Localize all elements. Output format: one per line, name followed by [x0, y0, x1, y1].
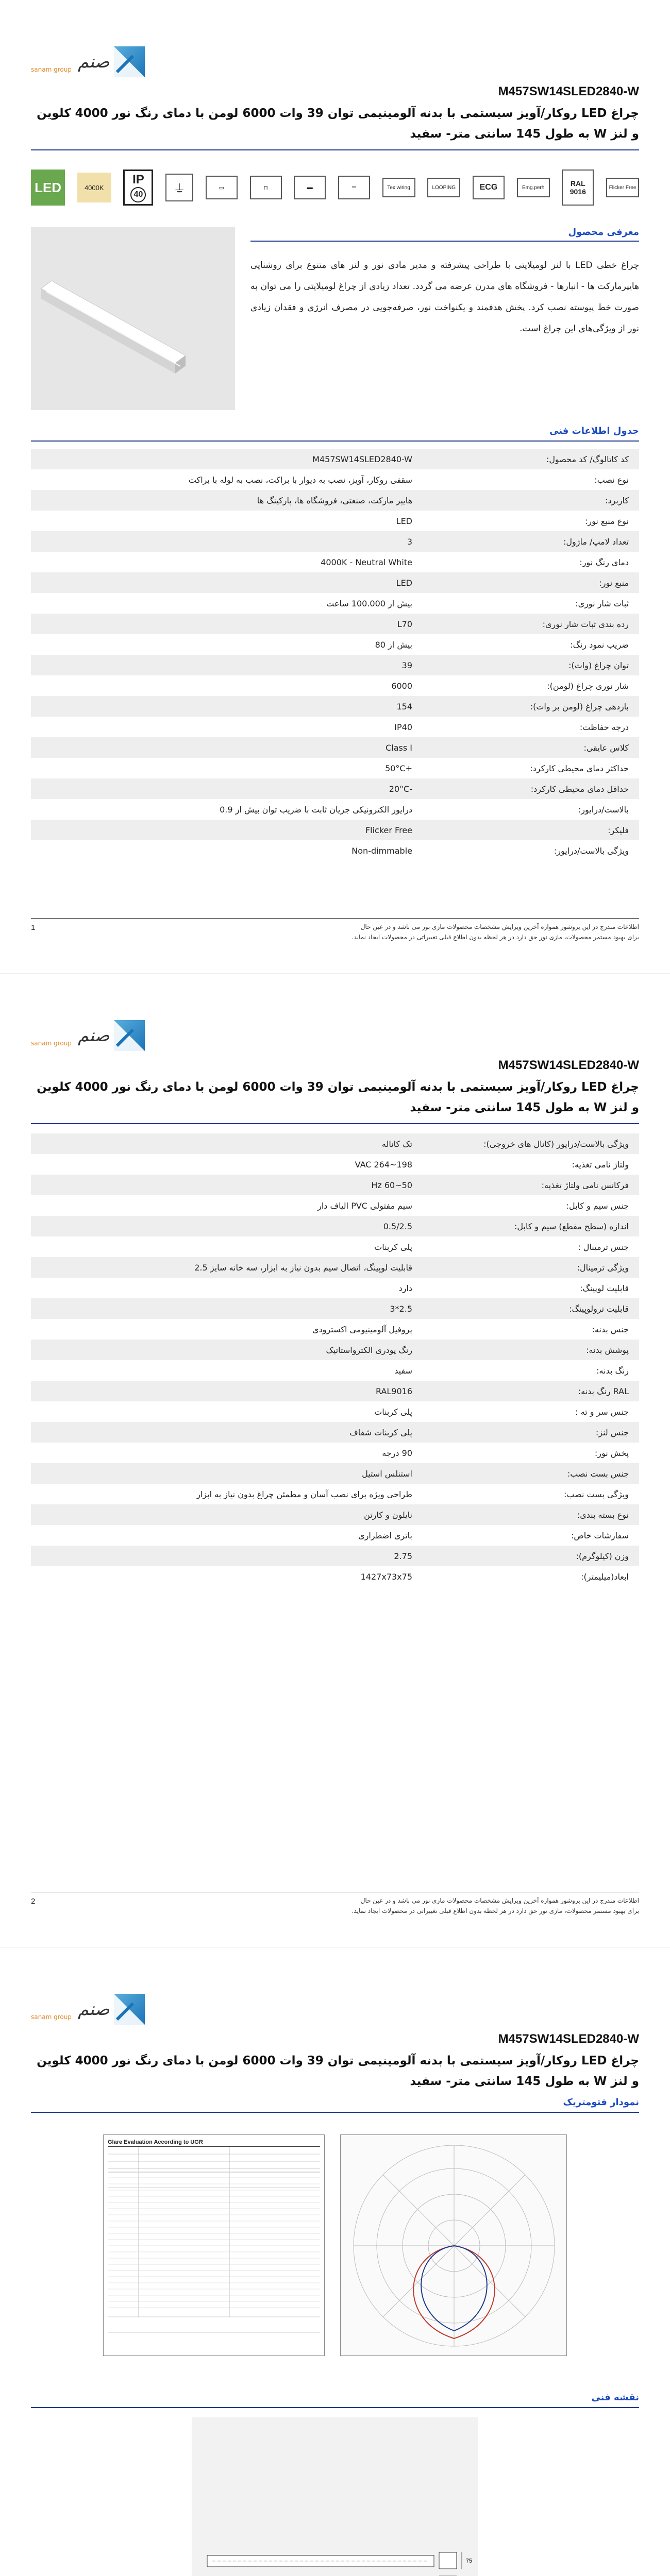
wall-bracket-icon: ▬ — [294, 176, 326, 199]
spec-label: درجه حفاظت: — [579, 722, 629, 732]
logo-mark-icon — [114, 46, 145, 77]
drawing-divider — [31, 2407, 639, 2408]
dimension-drawing — [192, 2417, 478, 2576]
title-divider — [31, 1123, 639, 1124]
spec-row — [31, 1154, 639, 1175]
brand-name: صنم — [77, 1025, 110, 1046]
suspended-mount-icon: ⊓ — [250, 176, 282, 199]
product-title: چراغ LED روکار/آویز سیستمی با بدنه آلومینیمی توان 39 وات 6000 لومن با دمای رنگ نور 4000 کلوین و لنز W به طول 145 سانتی متر- سفید — [37, 107, 639, 141]
spec-label: جنس لنز: — [423, 1422, 639, 1443]
header — [0, 0, 670, 77]
spec-label: وزن (کیلوگرم): — [423, 1546, 639, 1566]
spec-value: 39 — [31, 655, 423, 675]
spec-label: حداکثر دمای محیطی کارکرد: — [530, 763, 629, 773]
ral-icon: RAL 9016 — [562, 170, 594, 206]
spec-value: تک کاناله — [31, 1133, 423, 1154]
brand-subtitle: sanam group — [31, 2013, 72, 2021]
spec-row — [31, 675, 639, 696]
spec-label: کلاس عایقی: — [423, 737, 639, 758]
ip-rating-icon: IP 40 — [123, 170, 153, 206]
feature-icons — [0, 167, 670, 208]
brand-logo — [31, 1020, 145, 1051]
page-1 — [0, 0, 670, 974]
spec-row — [31, 1443, 639, 1463]
spec-row — [31, 1381, 639, 1401]
spec-value: پلی کربنات — [374, 1242, 412, 1252]
spec-row — [31, 840, 639, 861]
tex-wiring-icon: Tex wiring — [382, 178, 415, 197]
logo-mark-icon — [114, 1994, 145, 2025]
spec-value: بیش از 100.000 ساعت — [326, 598, 412, 608]
spec-row — [31, 469, 639, 490]
spec-label: کد کاتالوگ/ کد محصول: — [423, 449, 639, 469]
spec-label: جنس ترمینال : — [578, 1242, 629, 1252]
spec-row — [31, 1360, 639, 1381]
spec-value: 3 — [31, 531, 423, 552]
spec-value: سیم مفتولی PVC الیاف دار — [317, 1200, 412, 1211]
spec-value: رنگ پودری الکترواستاتیک — [31, 1340, 423, 1360]
page-footer — [31, 1892, 639, 1916]
spec-label: پخش نور: — [594, 1448, 629, 1458]
spec-table-title: جدول اطلاعات فنی — [549, 426, 639, 436]
spec-value: 4000K - Neutral White — [321, 557, 412, 567]
spec-value: طراحی ویژه برای نصب آسان و مطمئن چراغ بدون نیاز به ابزار — [196, 1489, 412, 1499]
spec-value: RAL9016 — [31, 1381, 423, 1401]
footer-note-1: اطلاعات مندرج در این بروشور همواره آخرین ویرایش مشخصات محصولات مازی نور می باشد و در عین حال — [360, 923, 639, 930]
drawing-title: نقشه فنی — [591, 2392, 639, 2403]
spec-value: 2.75 — [31, 1546, 423, 1566]
spec-label: تعداد لامپ/ ماژول: — [423, 531, 639, 552]
spec-value: Non-dimmable — [351, 845, 412, 856]
spec-label: نوع منبع نور: — [584, 516, 629, 526]
spec-value: 198~264 VAC — [355, 1159, 412, 1170]
spec-value: M457SW14SLED2840-W — [31, 449, 423, 469]
technical-drawing — [192, 2417, 478, 2576]
spec-table-page-2 — [31, 1133, 639, 1587]
spec-row — [31, 1278, 639, 1298]
spec-label: فلیکر: — [423, 820, 639, 840]
page-3 — [0, 1947, 670, 2576]
spec-value: پروفیل آلومینیومی اکسترودی — [312, 1324, 412, 1334]
intro-divider — [250, 241, 639, 242]
spec-value: Flicker Free — [31, 820, 423, 840]
spec-value: پلی کربنات — [374, 1406, 412, 1417]
spec-label: ولتاژ نامی تغذیه: — [572, 1159, 629, 1170]
spec-row — [31, 1298, 639, 1319]
intro-text: چراغ خطی LED با لنز لومیلایتی با طراحی پیشرفته و مدیر مادی نور و لنز های متنوع برای روشنایی هایپرمارکت ها - انبارها - فروشگاه های مدرن عرضه می گردد. تعداد زیادی از چراغ لومیلایتی را می توان به صورت خط پیوسته نصب کرد. پخش هدفمند و یکنواخت نور، صرفه‌جویی در مصرف انرژی و فقدان زیادی نور از ویژگی‌های این چراغ است. — [250, 260, 640, 334]
spec-label: شار نوری چراغ (لومن): — [547, 681, 629, 691]
spec-row — [31, 1546, 639, 1566]
ugr-table — [103, 2134, 325, 2356]
spec-row — [31, 758, 639, 778]
spec-row — [31, 531, 639, 552]
polar-plot — [341, 2135, 567, 2357]
spec-value: سفید — [394, 1365, 412, 1376]
spec-label: کاربرد: — [423, 490, 639, 511]
spec-row — [31, 1133, 639, 1154]
footer-note-2: برای بهبود مستمر محصولات، مازی نور حق دارد در هر لحظه بدون اطلاع قبلی تغییراتی در محصولات ایجاد نماید. — [351, 934, 639, 941]
spec-row — [31, 799, 639, 820]
page-footer — [31, 918, 639, 942]
spec-label: توان چراغ (وات): — [423, 655, 639, 675]
emergency-icon: Emg.perh — [517, 178, 550, 197]
spec-row — [31, 572, 639, 593]
spec-label: ویژگی بالاست/درایور: — [554, 845, 629, 856]
spec-value: درایور الکترونیکی جریان ثابت با ضریب توان بیش از 0.9 — [220, 804, 412, 815]
spec-value: LED — [396, 516, 412, 526]
spec-label: ابعاد(میلیمتر): — [581, 1571, 629, 1582]
logo-mark-icon — [114, 1020, 145, 1051]
intro-block — [250, 227, 639, 410]
spec-value: دارد — [398, 1283, 412, 1293]
brand-name: صنم — [77, 52, 110, 72]
page-2 — [0, 974, 670, 1947]
brand-logo — [31, 46, 145, 77]
product-code: M457SW14SLED2840-W — [498, 1058, 639, 1072]
spec-label: رده بندی ثبات شار نوری: — [423, 614, 639, 634]
spec-row — [31, 717, 639, 737]
spec-label: حداقل دمای محیطی کارکرد: — [423, 778, 639, 799]
spec-label: منبع نور: — [423, 572, 639, 593]
spec-row — [31, 614, 639, 634]
height-dimension: 75 — [465, 2558, 473, 2564]
spec-value: 2.5*3 — [31, 1298, 423, 1319]
spec-value: 1427x73x75 — [360, 1571, 412, 1582]
footer-note-2: برای بهبود مستمر محصولات، مازی نور حق دارد در هر لحظه بدون اطلاع قبلی تغییراتی در محصولات ایجاد نماید. — [351, 1907, 639, 1914]
spec-row — [31, 1484, 639, 1504]
spec-value: باتری اضطراری — [358, 1530, 412, 1540]
spec-label: رنگ بدنه: — [596, 1365, 629, 1376]
spec-value: 90 درجه — [382, 1448, 412, 1458]
intro-heading: معرفی محصول — [568, 227, 639, 238]
header — [0, 1947, 670, 2025]
brand-subtitle: sanam group — [31, 1040, 72, 1047]
ground-class-icon: ⏚ — [165, 174, 193, 201]
spec-label: بازدهی چراغ (لومن بر وات): — [423, 696, 639, 717]
spec-label: جنس سر و ته : — [575, 1406, 629, 1417]
spec-value: هایپر مارکت، صنعتی، فروشگاه ها، پارکینگ ها — [31, 490, 423, 511]
spec-label: دمای رنگ نور: — [579, 557, 629, 567]
spec-row — [31, 1236, 639, 1257]
ugr-title: Glare Evaluation According to UGR — [108, 2139, 320, 2147]
spec-value: IP40 — [394, 722, 412, 732]
spec-value: -20°C — [31, 778, 423, 799]
spec-row — [31, 1401, 639, 1422]
product-intro — [0, 227, 670, 410]
spec-value: 0.5/2.5 — [31, 1216, 423, 1236]
spec-row — [31, 511, 639, 531]
spec-label: RAL رنگ بدنه: — [423, 1381, 639, 1401]
spec-row — [31, 1504, 639, 1525]
spec-label: نوع بسته بندی: — [423, 1504, 639, 1525]
spec-row — [31, 1422, 639, 1443]
spec-row — [31, 1216, 639, 1236]
spec-label: ثبات شار نوری: — [575, 598, 629, 608]
photometric-charts — [0, 2134, 670, 2356]
polar-diagram — [340, 2134, 567, 2356]
spec-value: استنلس استیل — [31, 1463, 423, 1484]
photometric-title: نمودار فتومتریک — [563, 2097, 639, 2108]
cct-icon: 4000K — [77, 173, 111, 202]
spec-label: ضریب نمود رنگ: — [570, 639, 629, 650]
spec-label: ویژگی ترمینال: — [423, 1257, 639, 1278]
flicker-free-icon: Flicker Free — [606, 178, 639, 197]
spec-row — [31, 1463, 639, 1484]
led-icon: LED — [31, 170, 65, 206]
spec-label: ویژگی بالاست/درایور (کانال های خروجی): — [423, 1133, 639, 1154]
spec-value: بیش از 80 — [375, 639, 412, 650]
spec-table-page-1 — [31, 449, 639, 861]
brand-subtitle: sanam group — [31, 66, 72, 73]
spec-row — [31, 1340, 639, 1360]
spec-value: قابلیت لوپینگ، اتصال سیم بدون نیاز به ابزار، سه خانه سایز 2.5 — [31, 1257, 423, 1278]
spec-label: قابلیت ترولوپینگ: — [423, 1298, 639, 1319]
spec-label: اندازه (سطح مقطع) سیم و کابل: — [423, 1216, 639, 1236]
spec-row — [31, 737, 639, 758]
spec-value: 154 — [31, 696, 423, 717]
spec-label: بالاست/درایور: — [578, 804, 629, 815]
photometric-divider — [31, 2112, 639, 2113]
footer-note-1: اطلاعات مندرج در این بروشور همواره آخرین ویرایش مشخصات محصولات مازی نور می باشد و در عین حال — [360, 1897, 639, 1904]
spec-row — [31, 1566, 639, 1587]
spec-row — [31, 490, 639, 511]
brand-name: صنم — [77, 1999, 110, 2020]
page-number: 2 — [31, 1897, 36, 1906]
spec-divider — [31, 440, 639, 442]
spec-row — [31, 1319, 639, 1340]
page-number: 1 — [31, 923, 36, 932]
spec-row — [31, 1525, 639, 1546]
product-title: چراغ LED روکار/آویز سیستمی با بدنه آلومینیمی توان 39 وات 6000 لومن با دمای رنگ نور 4000 کلوین و لنز W به طول 145 سانتی متر- سفید — [37, 1080, 639, 1114]
spec-row — [31, 552, 639, 572]
spec-label: فرکانس نامی ولتاژ تغذیه: — [423, 1175, 639, 1195]
ecg-icon: ECG — [473, 176, 505, 199]
spec-label: نوع نصب: — [594, 474, 629, 485]
product-title: چراغ LED روکار/آویز سیستمی با بدنه آلومینیمی توان 39 وات 6000 لومن با دمای رنگ نور 4000 کلوین و لنز W به طول 145 سانتی متر- سفید — [37, 2054, 639, 2088]
spec-label: پوشش بدنه: — [423, 1340, 639, 1360]
footer-rule — [31, 918, 639, 919]
spec-value: Class I — [31, 737, 423, 758]
spec-row — [31, 1175, 639, 1195]
spec-row — [31, 449, 639, 469]
spec-row — [31, 820, 639, 840]
surface-mount-icon: ▭ — [206, 176, 238, 199]
spec-value: +50°C — [385, 763, 412, 773]
spec-label: قابلیت لوپینگ: — [580, 1283, 629, 1293]
spec-value: پلی کربنات شفاف — [31, 1422, 423, 1443]
spec-value: 50~60 Hz — [31, 1175, 423, 1195]
product-code: M457SW14SLED2840-W — [498, 84, 639, 98]
ugr-grid — [108, 2147, 320, 2351]
pipe-bracket-icon: ═ — [338, 176, 370, 199]
brand-logo — [31, 1994, 145, 2025]
title-divider — [31, 149, 639, 150]
spec-row — [31, 1195, 639, 1216]
spec-label: سفارشات خاص: — [571, 1530, 629, 1540]
spec-label: جنس بدنه: — [592, 1324, 629, 1334]
spec-row — [31, 593, 639, 614]
spec-value: سقفی روکار، آویز، نصب به دیوار با براکت، نصب به لوله با براکت — [188, 474, 412, 485]
spec-row — [31, 778, 639, 799]
product-photo — [31, 227, 235, 410]
spec-row — [31, 655, 639, 675]
product-code: M457SW14SLED2840-W — [498, 2032, 639, 2046]
looping-icon: LOOPING — [427, 178, 460, 197]
spec-row — [31, 1257, 639, 1278]
header — [0, 974, 670, 1051]
spec-row — [31, 696, 639, 717]
spec-row — [31, 634, 639, 655]
spec-value: نایلون و کارتن — [31, 1504, 423, 1525]
spec-label: ویژگی بست نصب: — [564, 1489, 629, 1499]
spec-value: 6000 — [391, 681, 412, 691]
spec-label: جنس سیم و کابل: — [566, 1200, 629, 1211]
spec-value: L70 — [31, 614, 423, 634]
luminaire-image — [31, 227, 235, 410]
spec-label: جنس بست نصب: — [423, 1463, 639, 1484]
spec-value: LED — [31, 572, 423, 593]
